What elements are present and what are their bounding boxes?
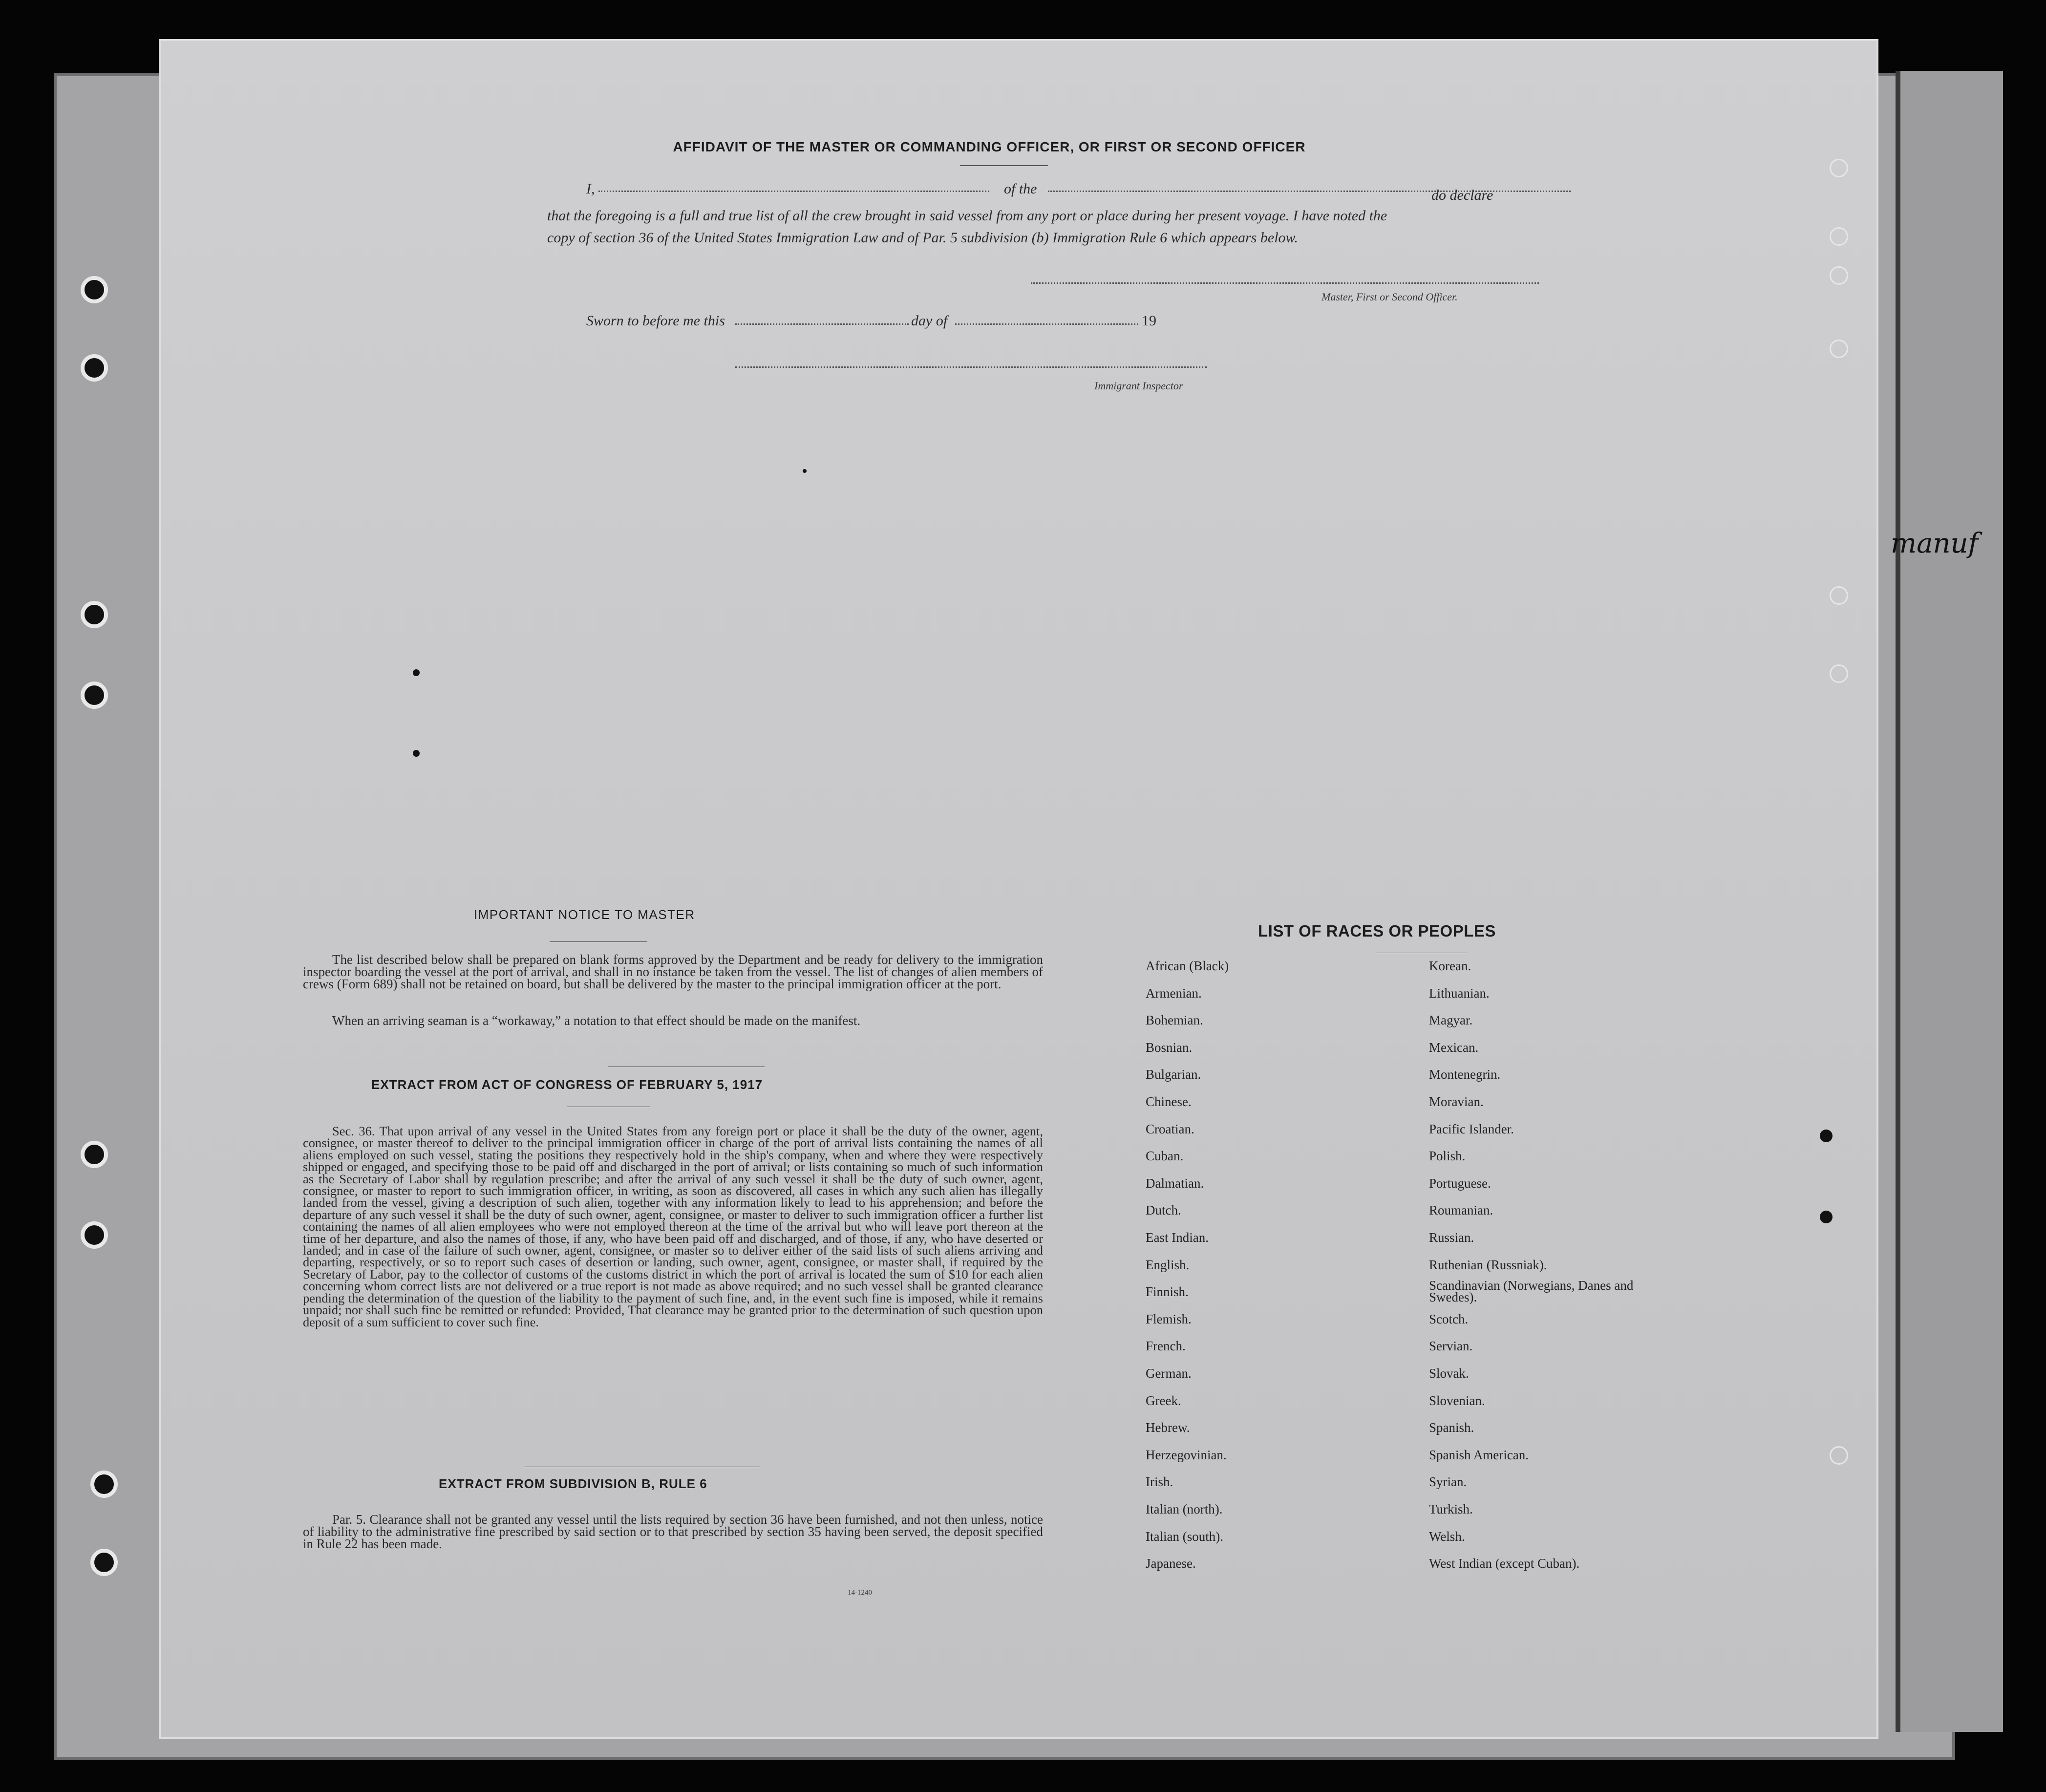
form-code: 14-1240 <box>848 1589 872 1597</box>
margin-handwriting: manuf <box>1891 528 1979 559</box>
race-item: Scandinavian (Norwegians, Danes and Swedes). <box>1429 1278 1634 1305</box>
race-item: English. <box>1146 1257 1190 1272</box>
race-item: Magyar. <box>1429 1013 1473 1028</box>
rule-text: Par. 5. Clearance shall not be granted any vessel until the lists required by section 36 have been furnished, and not then unless, notice of liability to the administrative fine prescribed by said section or to that prescribed by section 35 having been served, the deposit specified in Rule 22 has been made. <box>303 1512 1043 1551</box>
race-item: Mexican. <box>1429 1040 1479 1055</box>
race-item: Polish. <box>1429 1149 1466 1164</box>
race-item: Armenian. <box>1146 985 1202 1001</box>
binder-hole <box>81 1221 108 1249</box>
race-item: Bulgarian. <box>1146 1067 1201 1082</box>
race-item: Italian (north). <box>1146 1502 1223 1516</box>
race-item: East Indian. <box>1146 1230 1209 1245</box>
race-item: Slovenian. <box>1429 1393 1485 1408</box>
race-item: Bosnian. <box>1146 1040 1193 1055</box>
manifest-back-page <box>159 39 1878 1739</box>
rule-title: EXTRACT FROM SUBDIVISION B, RULE 6 <box>439 1476 707 1491</box>
race-item: Spanish. <box>1429 1420 1474 1435</box>
race-item: Irish. <box>1146 1474 1173 1490</box>
punch-ring <box>1830 586 1848 605</box>
underlying-sheet-edge <box>1896 71 2003 1732</box>
race-item: German. <box>1146 1366 1192 1381</box>
race-item: Cuban. <box>1146 1149 1184 1164</box>
binder-hole <box>81 354 108 382</box>
punch-ring <box>1830 227 1848 246</box>
race-item: Herzegovinian. <box>1146 1447 1227 1462</box>
master-signature-line[interactable] <box>1031 282 1539 284</box>
race-item: African (Black) <box>1146 959 1229 973</box>
race-item: Pacific Islander. <box>1429 1121 1514 1136</box>
race-item: Turkish. <box>1429 1502 1473 1516</box>
affidavit-declare: do declare <box>1431 187 1493 203</box>
act-title: EXTRACT FROM ACT OF CONGRESS OF FEBRUARY 5, 1917 <box>371 1077 763 1092</box>
sworn-year: 19 <box>1142 313 1156 329</box>
master-signature-caption: Master, First or Second Officer. <box>1321 291 1458 303</box>
binder-hole <box>81 601 108 628</box>
race-item: Lithuanian. <box>1429 985 1490 1001</box>
title-rule <box>960 165 1048 166</box>
race-item: Greek. <box>1146 1393 1181 1408</box>
name-blank[interactable] <box>598 191 989 192</box>
punch-ring <box>1830 266 1848 285</box>
sworn-day-of: day of <box>911 313 948 329</box>
notice-paragraph-1: The list described below shall be prepared on blank forms approved by the Department and be ready for delivery to the immigration inspector boarding the vessel at the port of arrival, and shall in no instance be taken from the vessel. The list of changes of alien members of crews (Form 689) shall not be retained on board, but shall be delivered by the master to the principal immigration officer at the port. <box>303 952 1043 991</box>
inspector-signature-line[interactable] <box>735 366 1207 368</box>
race-item: Servian. <box>1429 1339 1473 1354</box>
affidavit-i: I, <box>586 181 595 197</box>
notice-rule <box>550 941 647 942</box>
punch-ring <box>1830 340 1848 358</box>
notice-paragraph-2: When an arriving seaman is a “workaway,” a notation to that effect should be made on the manifest. <box>332 1013 861 1028</box>
race-item: Dutch. <box>1146 1203 1181 1218</box>
race-item: Roumanian. <box>1429 1203 1493 1218</box>
speck <box>803 469 807 473</box>
race-item: Montenegrin. <box>1429 1067 1501 1082</box>
sworn-month-blank[interactable] <box>955 323 1138 325</box>
race-item: Hebrew. <box>1146 1420 1190 1435</box>
race-item: Finnish. <box>1146 1284 1189 1300</box>
race-item: Korean. <box>1429 959 1471 973</box>
binder-hole <box>90 1549 118 1576</box>
notice-title: IMPORTANT NOTICE TO MASTER <box>474 907 695 922</box>
race-item: Syrian. <box>1429 1474 1467 1490</box>
race-item: Italian (south). <box>1146 1529 1223 1544</box>
race-item: Dalmatian. <box>1146 1175 1204 1191</box>
affidavit-line-2: that the foregoing is a full and true list of all the crew brought in said vessel from any port or place during her present voyage. I have noted the <box>547 208 1387 224</box>
binder-hole <box>81 1141 108 1168</box>
punch-ring <box>1830 159 1848 177</box>
affidavit-of-the: of the <box>1004 181 1037 197</box>
act-text: Sec. 36. That upon arrival of any vessel in the United States from any foreign port or place it shall be the duty of the owner, agent, consignee, or master thereof to deliver to the principal immigration officer in charge of the port of arrival lists containing the names of all aliens employed on such vessel, stating the positions they respectively hold in the ship's company, when and where they were respectively shipped or engaged, and specifying those to be paid off and discharged in the port of arrival; or lists containing so much of such information as the Secretary of Labor shall by regulation prescribe; and after the arrival of any such vessel it shall be the duty of such owner, agent, consignee, or master to report to such immigration officer, in writing, as soon as discovered, all cases in which any such alien has illegally landed from the vessel, giving a description of such alien, together with any information likely to lead to his apprehension; and before the departure of any such vessel it shall be the duty of such owner, agent, consignee, or master to deliver to such immigration officer a further list containing the names of all alien employees who were not employed thereon at the time of the arrival but who will leave port thereon at the time of her departure, and also the names of those, if any, who have been paid off and discharged, and of those, if any, who have deserted or landed; and in case of the failure of such owner, agent, consignee, or master so to deliver either of the said lists of such aliens arriving and departing, respectively, or so to report such cases of desertion or landing, such owner, agent, consignee, or master shall, if required by the Secretary of Labor, pay to the collector of customs of the customs district in which the port of arrival is located the sum of $10 for each alien concerning whom correct lists are not delivered or a true report is not made as above required; and no such vessel shall be granted clearance pending the determination of the question of the liability to the payment of such fine, and, in the event such fine is imposed, while it remains unpaid; nor shall such fine be remitted or refunded: Provided, That clearance may be granted prior to the determination of such question upon deposit of a sum sufficient to cover such fine. <box>303 1124 1043 1329</box>
binder-hole <box>90 1471 118 1498</box>
punch-ring <box>1830 1446 1848 1465</box>
speck <box>413 750 420 757</box>
race-item: Welsh. <box>1429 1529 1465 1544</box>
speck <box>413 669 420 676</box>
races-title: LIST OF RACES OR PEOPLES <box>1258 922 1496 940</box>
affidavit-title: AFFIDAVIT OF THE MASTER OR COMMANDING OFFICER, OR FIRST OR SECOND OFFICER <box>673 139 1306 154</box>
sworn-day-blank[interactable] <box>735 323 909 325</box>
race-item: Japanese. <box>1146 1556 1196 1571</box>
race-item: Bohemian. <box>1146 1013 1203 1028</box>
race-item: Moravian. <box>1429 1094 1484 1109</box>
race-item: Chinese. <box>1146 1094 1192 1109</box>
race-item: Portuguese. <box>1429 1175 1491 1191</box>
race-item: Flemish. <box>1146 1311 1192 1326</box>
race-item: Slovak. <box>1429 1366 1469 1381</box>
binder-hole <box>81 276 108 303</box>
sworn-label: Sworn to before me this <box>586 313 725 329</box>
punch-mark <box>1820 1211 1833 1223</box>
race-item: Russian. <box>1429 1230 1474 1245</box>
race-item: French. <box>1146 1339 1186 1354</box>
race-item: Scotch. <box>1429 1311 1469 1326</box>
race-item: Spanish American. <box>1429 1447 1529 1462</box>
punch-mark <box>1820 1130 1833 1142</box>
inspector-caption: Immigrant Inspector <box>1094 380 1183 392</box>
punch-ring <box>1830 664 1848 683</box>
binder-hole <box>81 682 108 709</box>
race-item: West Indian (except Cuban). <box>1429 1556 1580 1571</box>
race-item: Croatian. <box>1146 1121 1194 1136</box>
affidavit-line-3: copy of section 36 of the United States Immigration Law and of Par. 5 subdivision (b) Immigration Rule 6 which appears below. <box>547 230 1298 246</box>
race-item: Ruthenian (Russniak). <box>1429 1257 1547 1272</box>
